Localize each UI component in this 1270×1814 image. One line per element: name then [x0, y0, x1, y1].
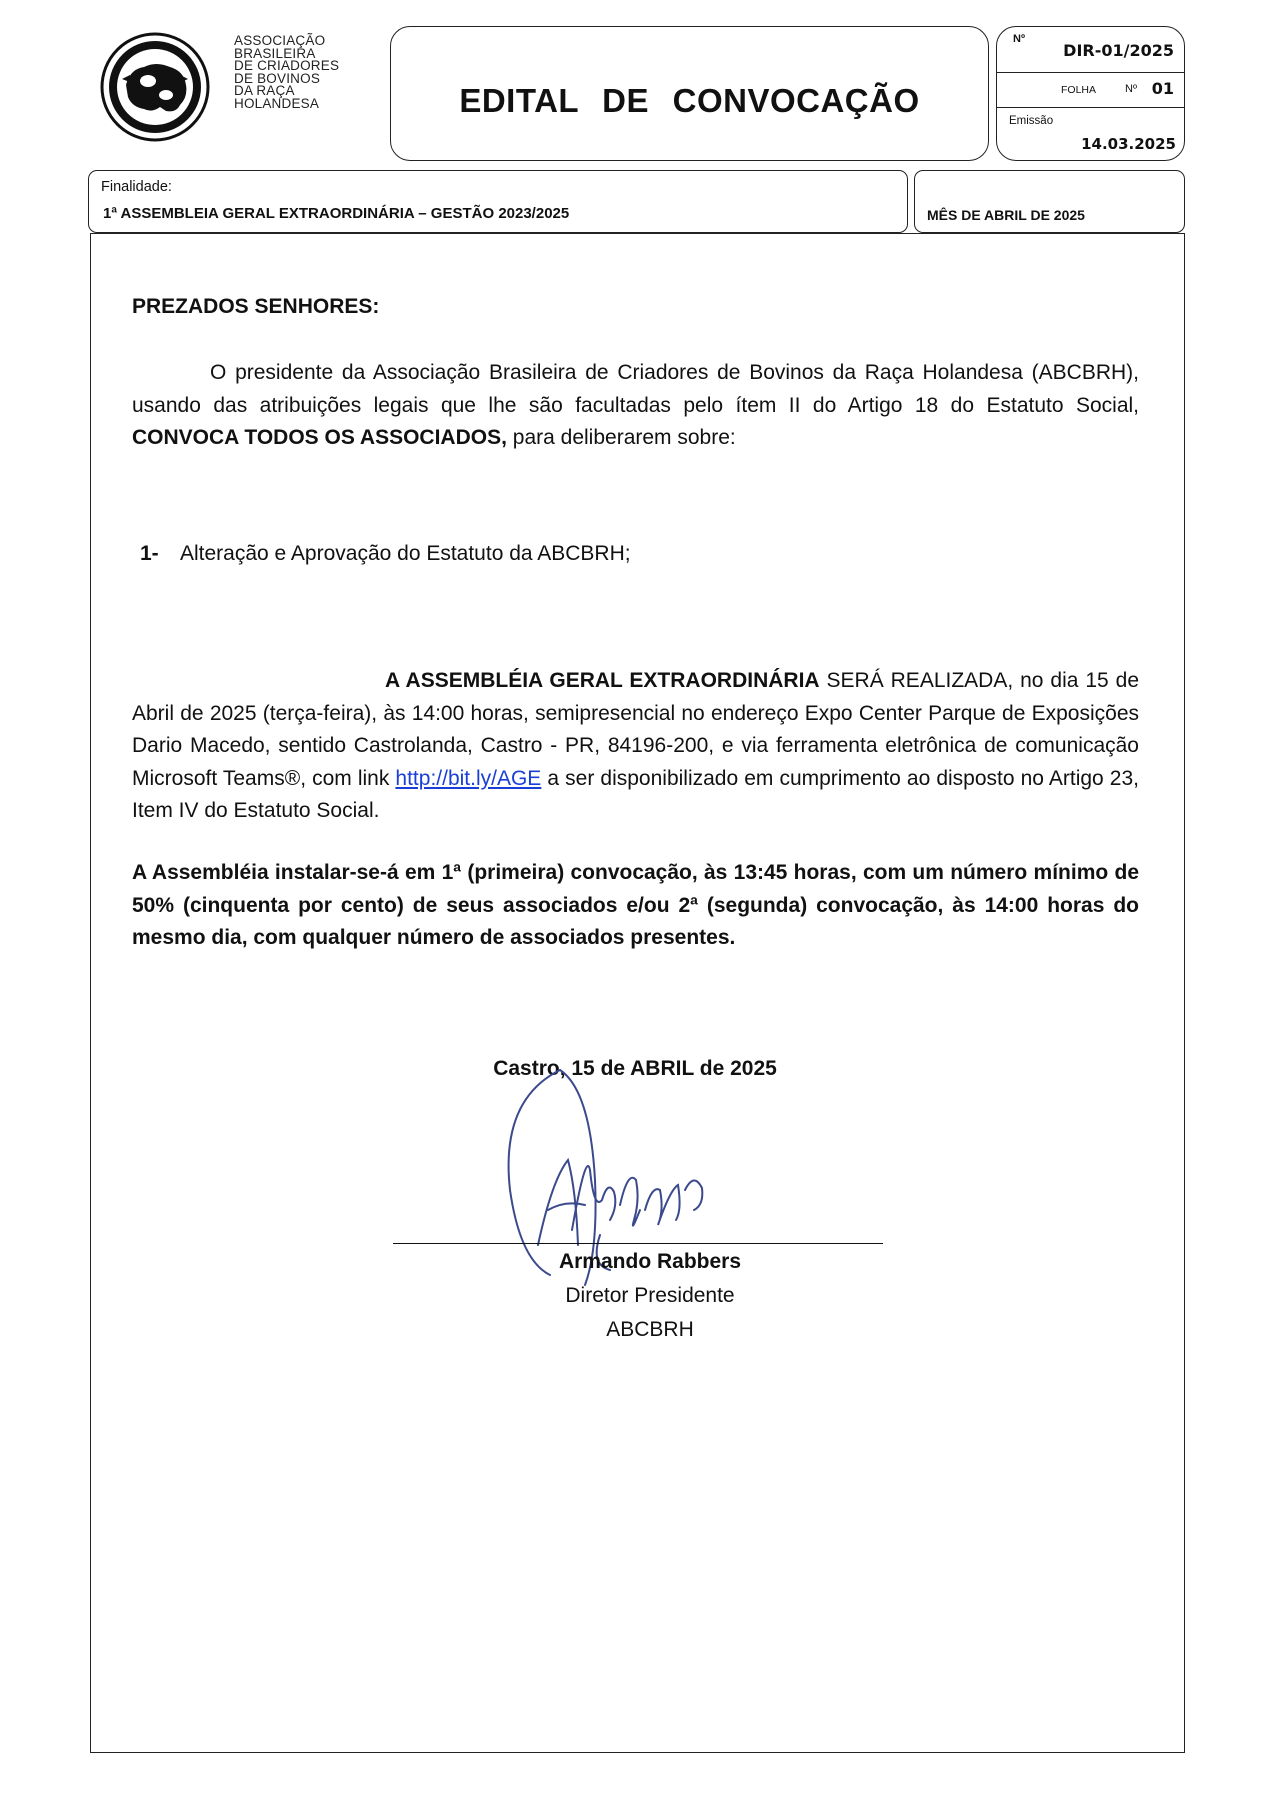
signer-organization: ABCBRH — [606, 1318, 694, 1341]
association-name — [234, 35, 339, 111]
meeting-month: MÊS DE ABRIL DE 2025 — [927, 207, 1085, 223]
sheet-number: 01 — [1151, 79, 1174, 98]
signature-line — [393, 1243, 883, 1244]
month-box — [914, 170, 1185, 233]
purpose-value: 1ª ASSEMBLEIA GERAL EXTRAORDINÁRIA – GESTÃO 2023/2025 — [103, 205, 570, 222]
intro-convocation: CONVOCA TODOS OS ASSOCIADOS, — [132, 426, 507, 449]
document-meta-box — [996, 26, 1185, 161]
org-name-line: BRASILEIRA — [234, 45, 316, 61]
intro-paragraph — [132, 357, 1139, 455]
number-label: Nº — [1013, 33, 1025, 45]
org-name-line: DE CRIADORES — [234, 58, 340, 74]
agenda-item-text: Alteração e Aprovação do Estatuto da ABCBRH; — [180, 542, 631, 565]
emission-date: 14.03.2025 — [1081, 135, 1176, 153]
quorum-paragraph: A Assembléia instalar-se-á em 1ª (primeira) convocação, às 13:45 horas, com um número mínimo de 50% (cinquenta por cento) de seus associados e/ou 2ª (segunda) convocação, às 14:00 horas do mesmo dia, com qualquer número de associados presentes. — [132, 861, 1139, 949]
place-date: Castro, 15 de ABRIL de 2025 — [493, 1057, 777, 1080]
emission-label: Emissão — [1009, 115, 1054, 127]
intro-text: O presidente da Associação Brasileira de Criadores de Bovinos da Raça Holandesa (ABCBRH), usando das atribuições legais que lhe são facultadas pelo ítem II do Artigo 18 do Estatuto Social, — [132, 361, 1139, 417]
meeting-details-end: a ser disponibilizado em cumprimento ao disposto no Artigo 23, Item IV do Estatuto Social. — [132, 766, 1139, 822]
title-box — [390, 26, 989, 161]
meeting-details: SERÁ REALIZADA, no dia 15 de Abril de 2025 (terça-feira), às 14:00 horas, semipresencial no endereço Expo Center Parque de Exposições Dario Macedo, sentido Castrolanda, Castro - PR, 84196-200, e via ferramenta eletrônica de comunicação Microsoft Teams®, com link — [132, 669, 1139, 790]
document-number: DIR-01/2025 — [1063, 41, 1174, 60]
document-title: EDITAL DE CONVOCAÇÃO — [459, 82, 920, 119]
org-name-line: ASSOCIAÇÃO — [234, 33, 326, 48]
intro-end: para deliberarem sobre: — [512, 426, 736, 449]
meeting-paragraph — [132, 665, 1139, 828]
meta-divider — [997, 107, 1184, 108]
signer-name: Armando Rabbers — [558, 1250, 742, 1273]
sheet-number-label: Nº — [1125, 83, 1137, 95]
association-logo-seal — [100, 31, 210, 143]
document-body-frame — [90, 233, 1185, 1753]
signer-role: Diretor Presidente — [565, 1284, 735, 1307]
teams-link[interactable]: http://bit.ly/AGE — [395, 766, 542, 790]
purpose-label: Finalidade: — [101, 179, 172, 195]
sheet-label: FOLHA — [1061, 84, 1097, 96]
salutation: PREZADOS SENHORES: — [132, 295, 380, 318]
meeting-title: A ASSEMBLÉIA GERAL EXTRAORDINÁRIA — [385, 669, 820, 692]
purpose-box — [88, 170, 908, 233]
org-name-line: DE BOVINOS — [234, 70, 321, 86]
org-name-line: HOLANDESA — [234, 95, 320, 111]
agenda-item-number: 1- — [140, 542, 159, 565]
org-name-line: DA RAÇA — [234, 83, 295, 99]
meta-divider — [997, 72, 1184, 73]
